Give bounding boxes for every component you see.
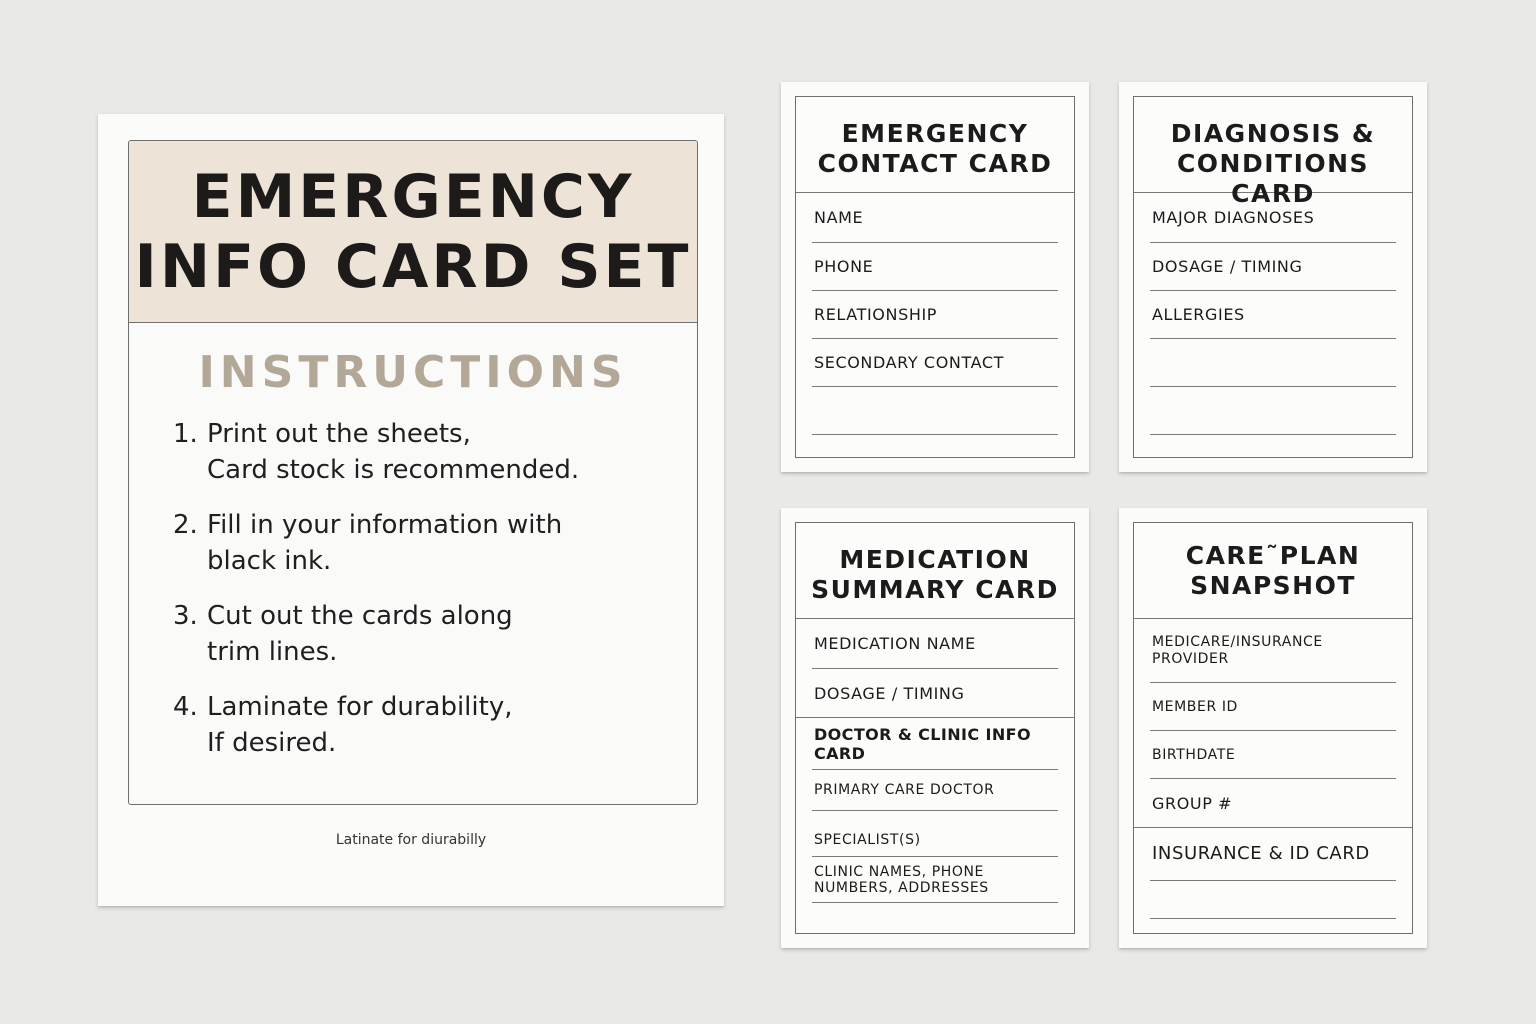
step-text: Print out the sheets, xyxy=(207,419,471,449)
card-title xyxy=(796,97,1074,193)
step-number: 2. xyxy=(173,510,198,540)
insurance-id-subtitle: INSURANCE & ID CARD xyxy=(1134,827,1412,879)
main-header xyxy=(129,141,697,323)
instruction-step xyxy=(173,598,697,670)
instruction-step xyxy=(173,416,697,488)
step-text: If desired. xyxy=(207,728,337,758)
field-blank[interactable] xyxy=(1150,387,1396,435)
instructions-heading: INSTRUCTIONS xyxy=(198,347,628,398)
card-title xyxy=(1134,523,1412,619)
instruction-sheet xyxy=(98,114,724,906)
main-title-line2: INFO CARD SET xyxy=(134,231,692,302)
field-relationship[interactable]: RELATIONSHIP xyxy=(812,291,1058,339)
field-allergies[interactable]: ALLERGIES xyxy=(1150,291,1396,339)
field-blank[interactable] xyxy=(812,387,1058,435)
field-blank[interactable] xyxy=(1150,881,1396,919)
card-frame xyxy=(1133,522,1413,934)
field-primary-care-doctor[interactable]: PRIMARY CARE DOCTOR xyxy=(812,769,1058,811)
field-specialists[interactable]: SPECIALIST(S) xyxy=(812,811,1058,857)
step-number: 3. xyxy=(173,601,198,631)
field-birthdate[interactable]: BIRTHDATE xyxy=(1150,731,1396,779)
field-insurance-provider[interactable]: MEDICARE/INSURANCE PROVIDER xyxy=(1150,619,1396,683)
emergency-contact-card xyxy=(781,82,1089,472)
field-medication-name[interactable]: MEDICATION NAME xyxy=(812,619,1058,669)
step-text: Cut out the cards along xyxy=(207,601,513,631)
card-title-line: CONTACT CARD xyxy=(817,149,1053,178)
card-title-line: SNAPSHOT xyxy=(1190,571,1356,600)
instruction-steps xyxy=(129,416,697,761)
instruction-frame xyxy=(128,140,698,805)
step-number: 1. xyxy=(173,419,198,449)
card-title-line: CONDITIONS CARD xyxy=(1176,149,1370,208)
card-title-line: DIAGNOSIS & xyxy=(1170,119,1376,148)
card-title xyxy=(796,523,1074,619)
medication-card xyxy=(781,508,1089,948)
card-title xyxy=(1134,97,1412,208)
card-frame xyxy=(1133,96,1413,458)
care-plan-card xyxy=(1119,508,1427,948)
field-member-id[interactable]: MEMBER ID xyxy=(1150,683,1396,731)
step-text: black ink. xyxy=(207,546,332,576)
field-phone[interactable]: PHONE xyxy=(812,243,1058,291)
instruction-step xyxy=(173,507,697,579)
main-title-line1: EMERGENCY xyxy=(191,161,635,232)
field-secondary-contact[interactable]: SECONDARY CONTACT xyxy=(812,339,1058,387)
step-text: Laminate for durability, xyxy=(207,692,513,722)
card-frame xyxy=(795,522,1075,934)
step-text: trim lines. xyxy=(207,637,338,667)
card-title-line: SUMMARY CARD xyxy=(811,575,1059,604)
card-title-line: EMERGENCY xyxy=(841,119,1029,148)
step-text: Card stock is recommended. xyxy=(207,455,580,485)
field-major-diagnoses[interactable]: MAJOR DIAGNOSES xyxy=(1150,193,1396,243)
step-text: Fill in your information with xyxy=(207,510,563,540)
step-number: 4. xyxy=(173,692,198,722)
field-name[interactable]: NAME xyxy=(812,193,1058,243)
field-clinic-info[interactable]: CLINIC NAMES, PHONE NUMBERS, ADDRESSES xyxy=(812,857,1058,903)
instruction-step xyxy=(173,689,697,761)
field-blank[interactable] xyxy=(1150,339,1396,387)
doctor-clinic-subtitle: DOCTOR & CLINIC INFO CARD xyxy=(796,717,1074,769)
card-title-line: MEDICATION xyxy=(839,545,1031,574)
card-title-line: CARE˜PLAN xyxy=(1185,541,1361,570)
field-group-number[interactable]: GROUP # xyxy=(1152,793,1233,813)
footnote: Latinate for diurabilly xyxy=(335,832,487,848)
diagnosis-card xyxy=(1119,82,1427,472)
field-dosage-timing[interactable]: DOSAGE / TIMING xyxy=(1150,243,1396,291)
field-dosage-timing[interactable]: DOSAGE / TIMING xyxy=(814,683,965,703)
card-frame xyxy=(795,96,1075,458)
